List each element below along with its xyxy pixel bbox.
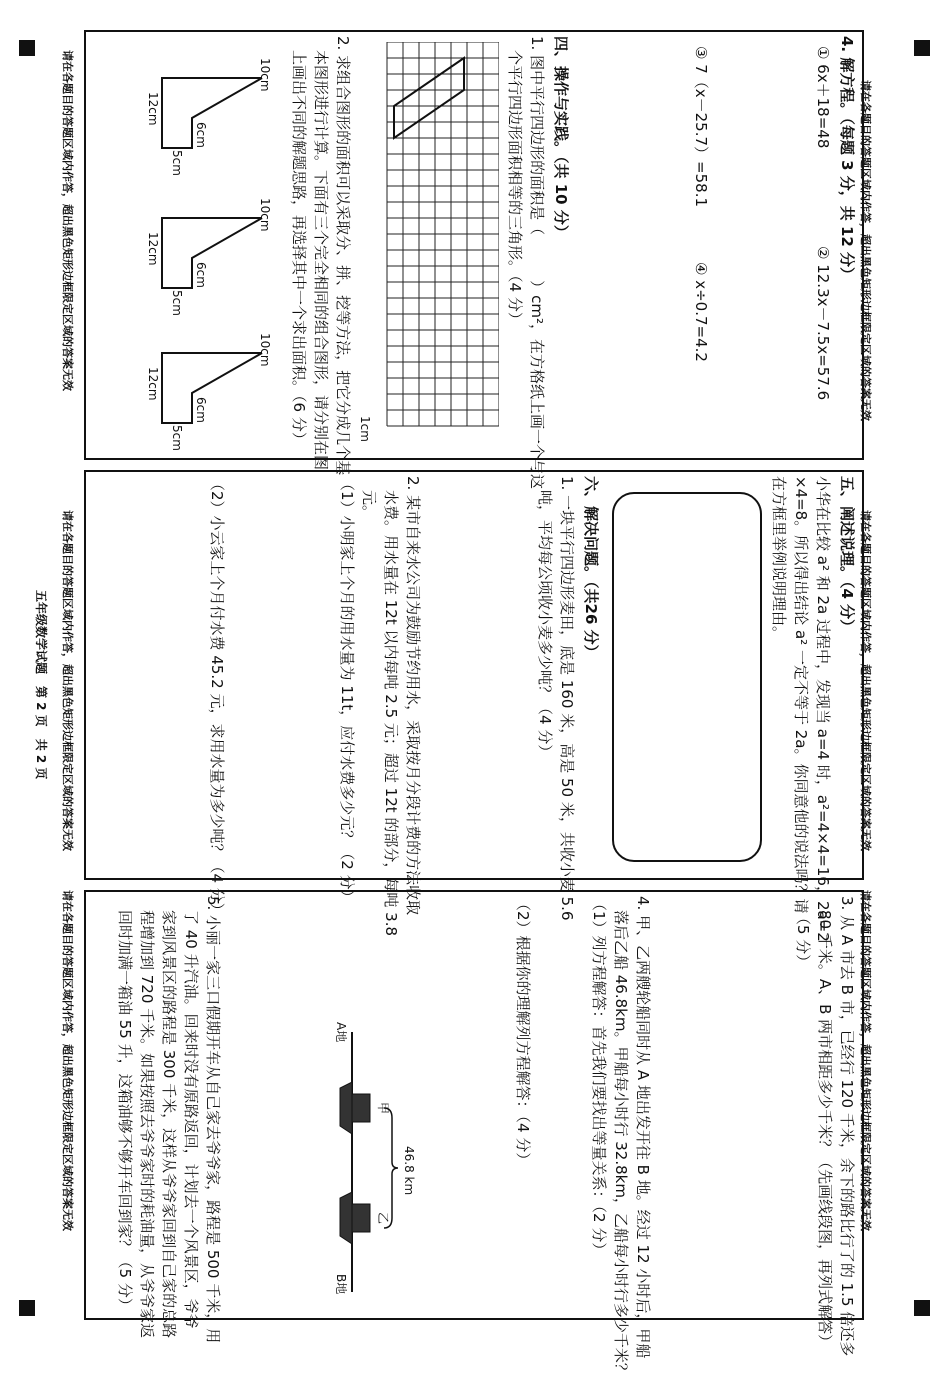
dim-label: 10cm [258, 58, 272, 92]
problem-2-line-2: 水费。用水量在 12t 以内每吨 2.5 元；超过 12t 的部分，每吨 3.8 [382, 490, 400, 937]
parallelogram [394, 58, 464, 138]
section-5-title: 五、阐述说理。（4 分） [838, 476, 856, 635]
alignment-mark-top-left [19, 40, 35, 56]
problem-2-line-3: 元。 [360, 490, 378, 521]
reasoning-line-3: 在方框里举例说明理由。 [770, 476, 788, 642]
reasoning-answer-box[interactable] [612, 492, 762, 862]
header-note-right: 请在各题目的答题区域内作答，超出黑色矩形边框限定区域的答案无效 [859, 890, 872, 1231]
composite-figure-3 [142, 327, 272, 451]
dim-label: 12cm [146, 367, 160, 401]
equation-1: ① 6x＋18=48 [814, 46, 832, 149]
dim-label: 12cm [146, 232, 160, 266]
answer-panel-left [84, 30, 864, 489]
label-yi: 乙 [376, 1212, 390, 1225]
operation-2-line-3: 上画出不同的解题思路，再选择其中一个求出面积。（6 分） [290, 50, 308, 447]
reasoning-line-1: 小华在比较 a² 和 2a 过程中，发现当 a=4 时，a²=4×4=16，2a=2 [814, 476, 832, 942]
dim-label: 5cm [170, 150, 184, 176]
problem-3-line-2: 80 千米。A、B 两市相距多少千米？（先画线段图，再列式解答） [816, 910, 834, 1350]
label-b: B地 [334, 1274, 348, 1295]
ship-yi-icon [340, 1192, 370, 1244]
dim-label: 6cm [194, 122, 208, 148]
problem-5-line-4: 程增加到 720 千米。如果按照去爷爷家时的耗油量，从爷爷家返 [138, 910, 156, 1339]
problem-2-sub-2: （2）小云家上个月付水费 45.2 元，求用水量为多少吨？（4 分） [208, 476, 226, 918]
alignment-mark-top-right [19, 1300, 35, 1316]
problem-5-line-2: 了 40 升汽油。回来时没有原路返回，计划去一个风景区，爷爷 [182, 910, 200, 1329]
alignment-mark-bottom-left [914, 40, 930, 56]
problem-5-line-1: 5. 小丽一家三口假期开车从自己家去爷爷家，路程是 500 千米，用 [204, 896, 222, 1344]
problem-1-line-2: 吨，平均每公顷收小麦多少吨？（4 分） [536, 490, 554, 760]
equation-3: ③ 7（x－25.7）=58.1 [692, 46, 710, 208]
problem-4-line-1: 4. 甲、乙两艘轮船同时从 A 地出发开往 B 地。经过 12 小时后，甲船 [634, 896, 652, 1359]
section-6-title: 六、解决问题。（共26 分） [582, 476, 600, 660]
section-4-title: 四、操作与实践。（共 10 分） [552, 36, 570, 240]
problem-2-sub-1: （1）小明家上个月的用水量为 11t，应付水费多少元？（2 分） [338, 476, 356, 905]
composite-figure-2 [142, 192, 272, 316]
equation-2: ② 12.3x－7.5x=57.6 [814, 246, 832, 401]
problem-1-line-1: 1. 一块平行四边形麦田，底是 160 米，高是 50 米，共收小麦 5.6 [558, 476, 576, 921]
problem-4-sub-1: （1）列方程解答：首先我们要找出等量关系：（2 分） [590, 896, 608, 1258]
q4-title: 4. 解方程。（每题 3 分，共 12 分） [838, 36, 856, 283]
problem-2-line-1: 2. 某市自来水公司为鼓励节约用水，采取按月分段计费的方法收取 [404, 476, 422, 916]
page-footer: 五年级数学试题 第 2 页 共 2 页 [34, 590, 48, 780]
dim-label: 10cm [258, 333, 272, 367]
dim-label: 5cm [170, 290, 184, 316]
problem-4-sub-2: （2）根据你的理解列方程解答：（4 分） [514, 896, 532, 1168]
ship-jia-icon [340, 1082, 370, 1134]
operation-2-line-1: 2. 求组合图形的面积可以采取分、拼、挖等方法，把它分成几个基 [334, 36, 352, 476]
dim-label: 6cm [194, 397, 208, 423]
label-distance: 46.8 km [402, 1146, 416, 1196]
grid-unit-label: 1cm [358, 416, 372, 442]
label-jia: 甲 [376, 1102, 390, 1115]
operation-1-line-1: 1. 图中平行四边形的面积是（ ）cm²，在方格纸上画一个与这 [528, 36, 546, 489]
dim-label: 5cm [170, 425, 184, 451]
alignment-mark-bottom-right [914, 1300, 930, 1316]
reasoning-line-2: ×4=8。所以得出结论 a² 一定不等于 2a。你同意他的说法吗？请 [792, 476, 810, 914]
problem-4-line-2: 落后乙船 46.8km。甲船每小时行 32.8km，乙船每小时行多少千米？ [612, 910, 630, 1378]
operation-2-line-2: 本图形进行计算。下面有三个完全相同的组合图形，请分别在图 [312, 50, 330, 471]
dim-label: 10cm [258, 198, 272, 232]
composite-figure-1 [142, 52, 272, 176]
dim-label: 12cm [146, 92, 160, 126]
operation-1-line-2: 个平行四边形面积相等的三角形。（4 分） [506, 50, 524, 327]
problem-5-line-5: 回时加满一箱油 55 升，这箱油够不够开车回到家？（5 分） [116, 910, 134, 1313]
label-a: A地 [334, 1022, 348, 1043]
square-grid [379, 42, 499, 442]
header-note-left: 请在各题目的答题区域内作答，超出黑色矩形边框限定区域的答案无效 [859, 80, 872, 421]
problem-5-line-3: 家到风景区的路程是 300 千米，这样从爷爷家回到自己家的总路 [160, 910, 178, 1339]
answer-panel-right [84, 890, 864, 1378]
ship-diagram [312, 1022, 502, 1302]
footer-note-right: 请在各题目的答题区域内作答，超出黑色矩形边框限定区域的答案无效 [61, 890, 74, 1231]
footer-note-left: 请在各题目的答题区域内作答，超出黑色矩形边框限定区域的答案无效 [61, 50, 74, 391]
equation-4: ④ x÷0.7=4.2 [692, 262, 710, 362]
footer-note-middle: 请在各题目的答题区域内作答，超出黑色矩形边框限定区域的答案无效 [61, 510, 74, 851]
problem-3-line-3: （5 分） [794, 910, 812, 970]
header-note-middle: 请在各题目的答题区域内作答，超出黑色矩形边框限定区域的答案无效 [859, 510, 872, 851]
problem-3-line-1: 3. 从 A 市去 B 市，已经行 120 千米，余下的路比行了的 1.5 倍还多 [838, 896, 856, 1357]
dim-label: 6cm [194, 262, 208, 288]
